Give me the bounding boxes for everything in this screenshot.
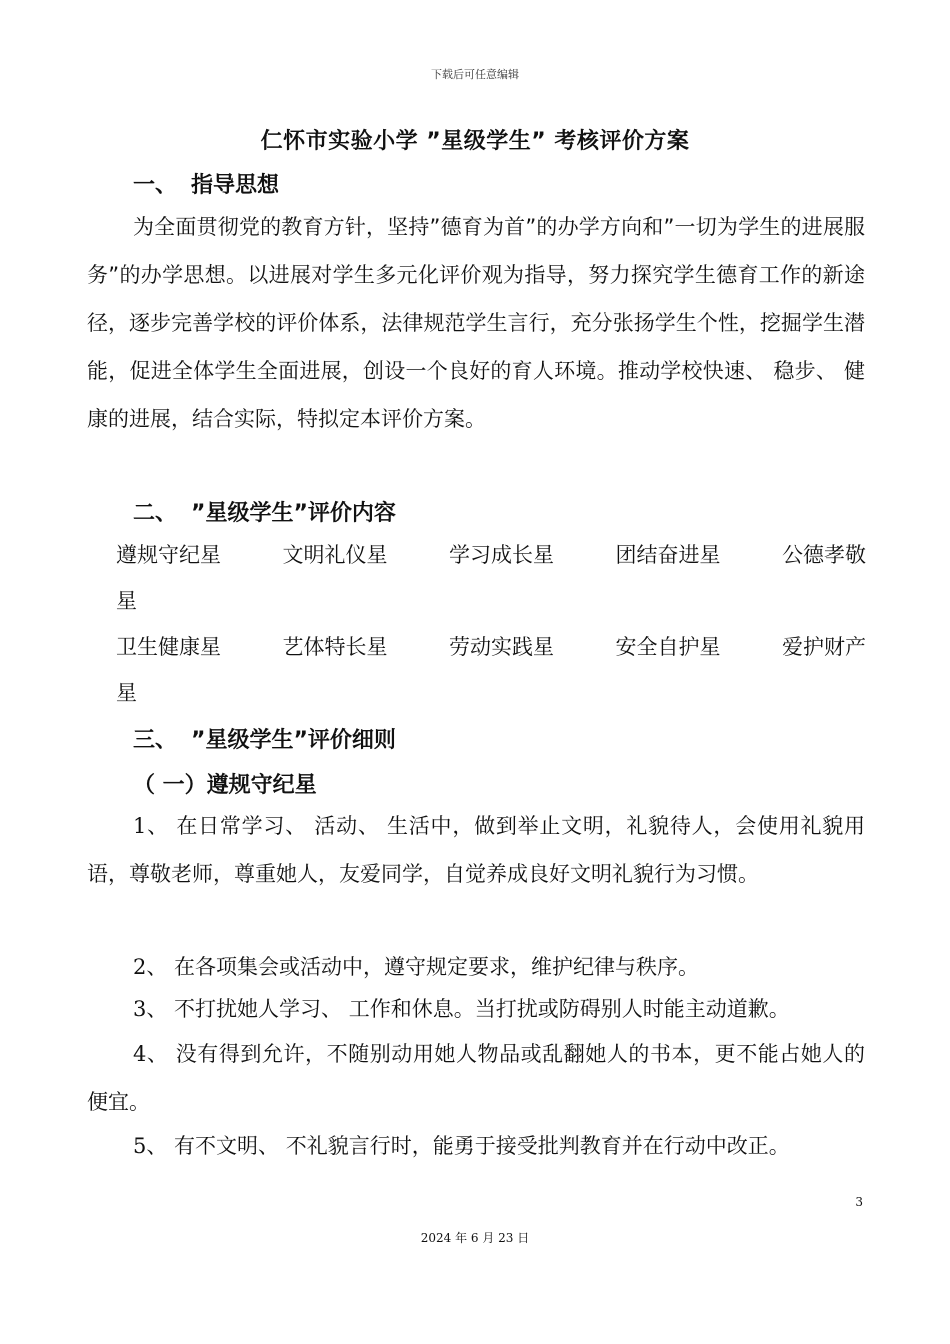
rule-text: 在日常学习、 活动、 生活中，做到举止文明，礼貌待人，会使用礼貌用语，尊敬老师，尊重她人，友爱同学，自觉养成良好文明礼貌行为习惯。	[87, 814, 865, 886]
star-row-1-wrap: 星	[116, 589, 137, 613]
star-item: 爱护财产	[782, 635, 866, 659]
rule-text: 不打扰她人学习、 工作和休息。当打扰或防碍别人时能主动道歉。	[167, 997, 790, 1021]
section-2-number: 二、	[133, 501, 178, 526]
rule-item-3	[87, 985, 865, 1033]
section-1-heading	[133, 168, 279, 199]
section-1-paragraph: 为全面贯彻党的教育方针，坚持”德育为首”的办学方向和”一切为学生的进展服务”的办学思想。以进展对学生多元化评价观为指导，努力探究学生德育工作的新途径，逐步完善学校的评价体系，法律规范学生言行，充分张扬学生个性，挖掘学生潜能，促进全体学生全面进展，创设一个良好的育人环境。推动学校快速、 稳步、 健康的进展，结合实际，特拟定本评价方案。	[87, 215, 865, 431]
rule-number: 5、	[133, 1134, 168, 1158]
rule-text: 有不文明、 不礼貌言行时，能勇于接受批判教育并在行动中改正。	[167, 1134, 790, 1158]
star-item: 团结奋进星	[615, 543, 721, 567]
star-row-2-wrap: 星	[116, 681, 137, 705]
star-row-1	[116, 532, 866, 578]
section-1-number: 一、	[133, 173, 178, 198]
rule-number: 3、	[133, 997, 168, 1021]
subsection-heading: （ 一）遵规守纪星	[133, 773, 317, 798]
star-item: 艺体特长星	[282, 635, 388, 659]
star-categories	[116, 532, 866, 716]
rule-item-2	[87, 943, 865, 991]
rule-text: 在各项集会或活动中，遵守规定要求，维护纪律与秩序。	[167, 955, 700, 979]
rule-text: 没有得到允许，不随别动用她人物品或乱翻她人的书本，更不能占她人的便宜。	[87, 1042, 865, 1114]
star-item: 学习成长星	[449, 543, 554, 567]
section-2-title: ”星级学生”评价内容	[191, 501, 396, 526]
rule-item-1	[87, 802, 865, 898]
section-3-heading	[133, 723, 396, 754]
section-3-number: 三、	[133, 728, 178, 753]
rule-number: 1、	[133, 814, 169, 838]
rule-number: 4、	[133, 1042, 169, 1066]
star-item: 遵规守纪星	[116, 543, 221, 567]
star-item: 安全自护星	[615, 635, 721, 659]
star-item: 文明礼仪星	[282, 543, 388, 567]
section-3-title: ”星级学生”评价细则	[191, 728, 396, 753]
page-number: 3	[855, 1195, 863, 1209]
rule-item-4	[87, 1030, 865, 1126]
document-title: 仁怀市实验小学 ”星级学生” 考核评价方案	[260, 129, 690, 154]
star-item: 公德孝敬	[782, 543, 866, 567]
star-item: 卫生健康星	[116, 635, 221, 659]
star-row-2	[116, 624, 866, 670]
rule-item-5	[87, 1122, 865, 1170]
footer-date: 2024 年 6 月 23 日	[420, 1231, 530, 1245]
rule-number: 2、	[133, 955, 168, 979]
section-1-title: 指导思想	[191, 173, 280, 198]
header-note: 下载后可任意编辑	[431, 68, 519, 81]
section-2-heading	[133, 496, 396, 527]
star-item: 劳动实践星	[449, 635, 554, 659]
